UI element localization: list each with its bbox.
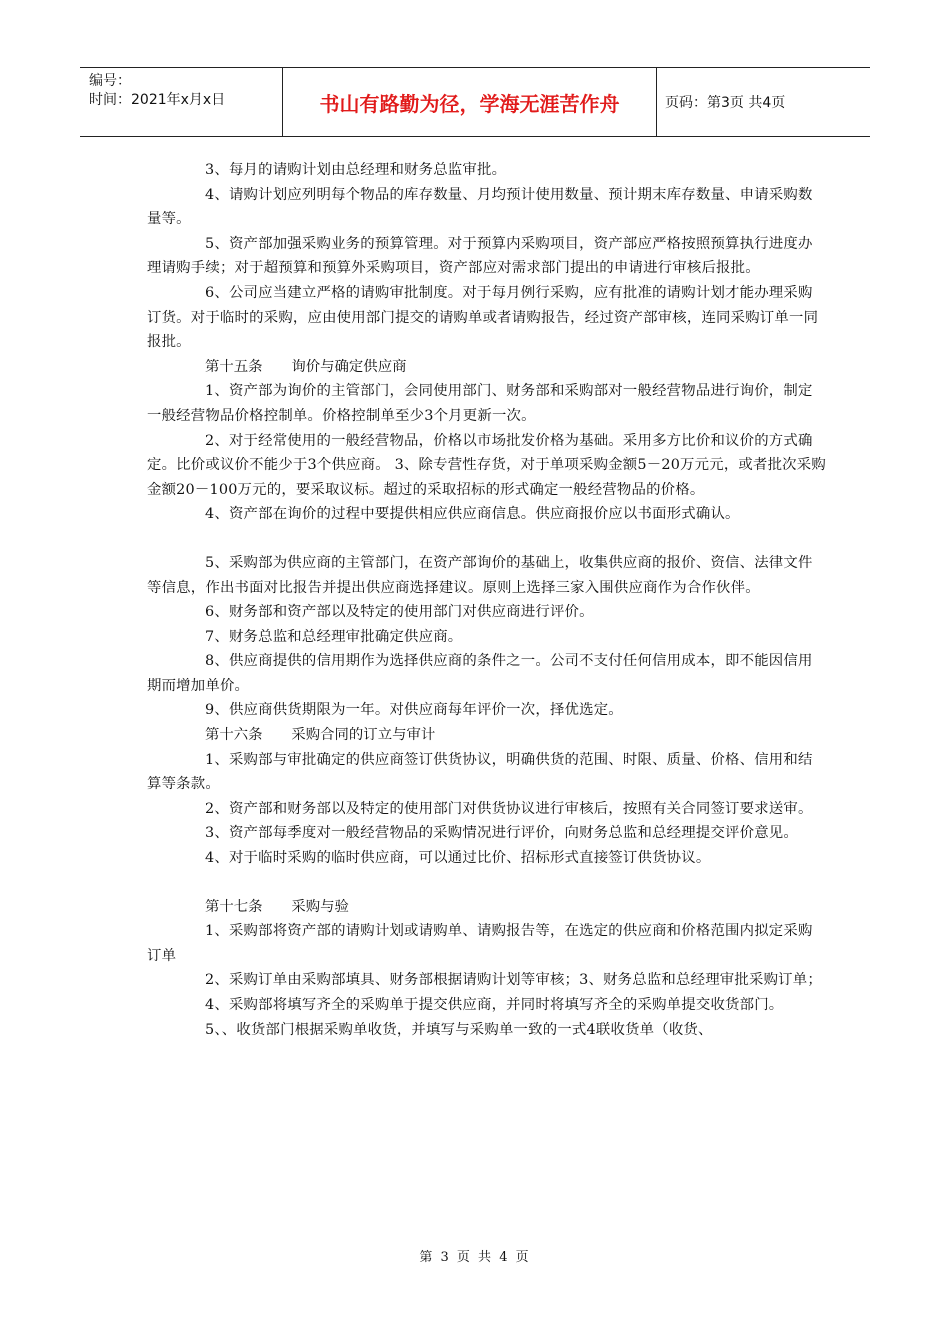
- header-left-cell: [80, 68, 283, 136]
- body-paragraph: 4、请购计划应列明每个物品的库存数量、月均预计使用数量、预计期末库存数量、申请采购数量等。: [147, 186, 813, 228]
- body-paragraph: 5、资产部加强采购业务的预算管理。对于预算内采购项目，资产部应严格按照预算执行进度办理请购手续；对于超预算和预算外采购项目，资产部应对需求部门提出的申请进行审核后报批。: [147, 235, 813, 277]
- article-heading: 第十六条 采购合同的订立与审计: [205, 727, 436, 744]
- body-paragraph: 4、对于临时采购的临时供应商，可以通过比价、招标形式直接签订供货协议。: [205, 850, 711, 867]
- header-motto: 书山有路勤为径，学海无涯苦作舟: [283, 68, 657, 136]
- body-paragraph: 2、对于经常使用的一般经营物品，价格以市场批发价格为基础。采用多方比价和议价的方式确定。比价或议价不能少于3个供应商。 3、除专营性存货，对于单项采购金额5－20万元元，或者批次采购金额20－100万元的，要采取议标。超过的采取招标的形式确定一般经营物品的价格。: [147, 432, 826, 498]
- body-paragraph: 9、供应商供货期限为一年。对供应商每年评价一次，择优选定。: [205, 702, 623, 719]
- body-paragraph: 2、资产部和财务部以及特定的使用部门对供货协议进行审核后，按照有关合同签订要求送审。: [205, 800, 813, 817]
- body-paragraph: 4、采购部将填写齐全的采购单于提交供应商，并同时将填写齐全的采购单提交收货部门。: [205, 997, 784, 1013]
- body-paragraph: 1、采购部与审批确定的供应商签订供货协议，明确供货的范围、时限、质量、价格、信用和结算等条款。: [147, 751, 813, 793]
- article-heading: 第十七条 采购与验: [205, 898, 349, 915]
- body-paragraph: 1、资产部为询价的主管部门，会同使用部门、财务部和采购部对一般经营物品进行询价，制定一般经营物品价格控制单。价格控制单至少3个月更新一次。: [147, 383, 813, 424]
- document-date-label: 时间：2021年x月x日: [89, 92, 226, 108]
- page-footer: 第 3 页 共 4 页: [419, 1250, 531, 1265]
- body-paragraph: 3、每月的请购计划由总经理和财务总监审批。: [205, 162, 507, 178]
- body-paragraph: 6、公司应当建立严格的请购审批制度。对于每月例行采购，应有批准的请购计划才能办理采购订货。对于临时的采购，应由使用部门提交的请购单或者请购报告，经过资产部审核，连同采购订单一同报批。: [147, 284, 819, 351]
- header-page-number: 页码：第3页 共4页: [665, 95, 786, 111]
- document-number-label: 编号：: [89, 73, 131, 89]
- body-paragraph: 5、、收货部门根据采购单收货，并填写与采购单一致的一式4联收货单（收货、: [205, 1021, 713, 1038]
- article-heading: 第十五条 询价与确定供应商: [205, 358, 407, 375]
- body-paragraph: 4、资产部在询价的过程中要提供相应供应商信息。供应商报价应以书面形式确认。: [205, 506, 740, 523]
- header-table: [80, 67, 870, 137]
- body-paragraph: 1、采购部将资产部的请购计划或请购单、请购报告等，在选定的供应商和价格范围内拟定采购订单: [147, 923, 813, 964]
- document-body: [147, 158, 827, 1042]
- body-paragraph: 8、供应商提供的信用期作为选择供应商的条件之一。公司不支付任何信用成本，即不能因信用期而增加单价。: [147, 653, 813, 694]
- body-paragraph: 6、财务部和资产部以及特定的使用部门对供应商进行评价。: [205, 604, 594, 621]
- body-paragraph: 7、财务总监和总经理审批确定供应商。: [205, 628, 463, 645]
- body-paragraph: 3、资产部每季度对一般经营物品的采购情况进行评价，向财务总监和总经理提交评价意见。: [205, 825, 798, 842]
- body-paragraph: 5、采购部为供应商的主管部门，在资产部询价的基础上，收集供应商的报价、资信、法律文件等信息，作出书面对比报告并提出供应商选择建议。原则上选择三家入围供应商作为合作伙伴。: [147, 554, 813, 596]
- body-paragraph: 2、采购订单由采购部填具、财务部根据请购计划等审核；3、财务总监和总经理审批采购订单；: [205, 972, 822, 989]
